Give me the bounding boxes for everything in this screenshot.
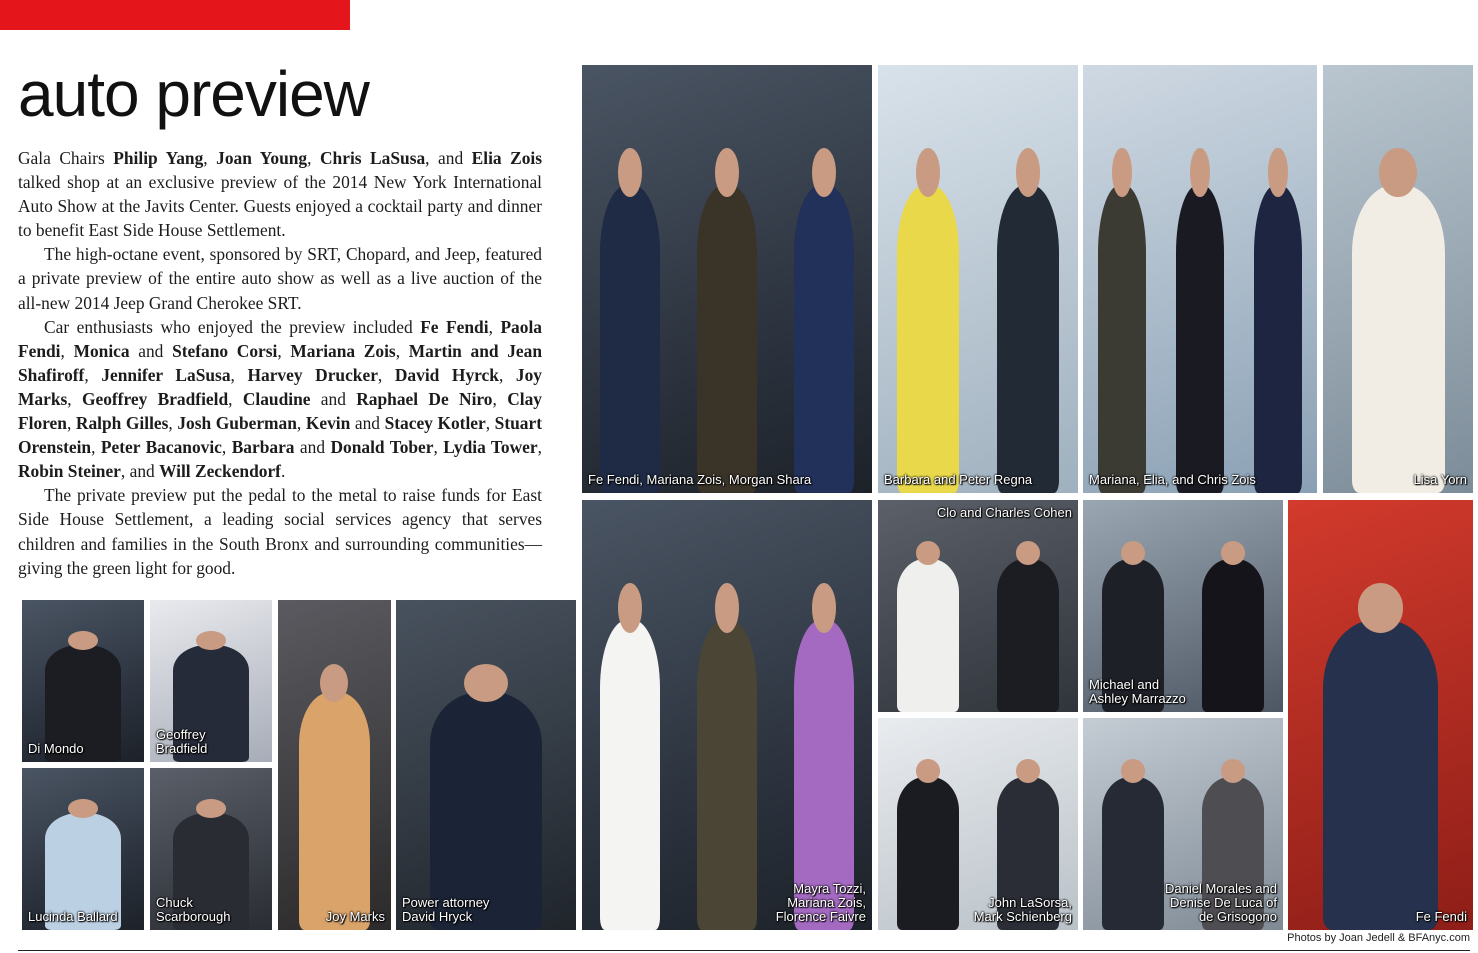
guest-name: Josh Guberman <box>177 413 297 434</box>
person-figure <box>697 620 757 930</box>
guest-name: Harvey Drucker <box>247 364 378 385</box>
guest-name: Stacey Kotler <box>384 413 486 434</box>
guest-name: Raphael De Niro <box>356 388 493 409</box>
photo-barbara-peter-regna <box>878 65 1078 493</box>
photo-lisa-yorn <box>1323 65 1473 493</box>
photo-fendi-zois-shara <box>582 65 872 493</box>
guest-name: Clay Floren <box>18 388 542 434</box>
guest-name: Stuart Orenstein <box>18 413 543 458</box>
photo-caption: John LaSorsa, Mark Schienberg <box>973 895 1072 924</box>
photo-caption: Chuck Scarborough <box>156 895 231 924</box>
guest-name: Claudine <box>242 388 311 409</box>
guest-name: Philip Yang <box>113 148 204 168</box>
photo-caption: Joy Marks <box>325 909 385 924</box>
photo-caption: Clo and Charles Cohen <box>936 505 1072 520</box>
person-figure <box>1176 185 1224 493</box>
photo-subjects <box>582 500 872 930</box>
photo-caption: Fe Fendi, Mariana Zois, Morgan Shara <box>588 472 812 487</box>
photo-david-hryck <box>396 600 576 930</box>
guest-name: Paola Fendi <box>18 316 542 361</box>
guest-name: Will Zeckendorf <box>159 461 281 482</box>
photo-subjects <box>1083 65 1317 493</box>
person-figure <box>997 185 1059 493</box>
photo-di-mondo <box>22 600 144 762</box>
photo-joy-marks <box>278 600 391 930</box>
photo-subjects <box>278 600 391 930</box>
photo-michael-ashley-marrazzo <box>1083 500 1283 712</box>
photo-caption: Barbara and Peter Regna <box>884 472 1033 487</box>
guest-name: Peter Bacanovic <box>100 437 222 458</box>
guest-name: Joy Marks <box>18 364 542 409</box>
photo-clo-charles-cohen <box>878 500 1078 712</box>
photo-mariana-elia-chris-zois <box>1083 65 1317 493</box>
photo-fe-fendi <box>1288 500 1473 930</box>
person-figure <box>1098 185 1146 493</box>
photo-tozzi-zois-faivre <box>582 500 872 930</box>
person-figure <box>897 185 959 493</box>
person-figure <box>897 559 959 712</box>
person-figure <box>1323 620 1438 930</box>
guest-name: David Hyrck <box>394 364 499 385</box>
photo-credit: Photos by Joan Jedell & BFAnyc.com <box>1287 932 1470 944</box>
guest-name: Robin Steiner <box>18 461 121 482</box>
photo-subjects <box>22 768 144 930</box>
photo-morales-de-luca <box>1083 718 1283 930</box>
guest-name: Stefano Corsi <box>172 340 278 361</box>
article-paragraph-4: The private preview put the pedal to the metal to raise funds for East Side House Settlement, a leading social services agency that serves children and families in the South Bronx and surrounding communities—giving the green light for good. <box>18 485 542 578</box>
photo-caption: Di Mondo <box>28 741 84 756</box>
photo-subjects <box>1288 500 1473 930</box>
person-figure <box>997 559 1059 712</box>
photo-lasorsa-schienberg <box>878 718 1078 930</box>
photo-subjects <box>878 65 1078 493</box>
guest-name: Fe Fendi <box>420 316 489 337</box>
photo-subjects <box>582 65 872 493</box>
photo-caption: Mariana, Elia, and Chris Zois <box>1089 472 1256 487</box>
guest-name: Chris LaSusa <box>320 148 426 168</box>
person-figure <box>1352 185 1445 493</box>
person-figure <box>600 620 660 930</box>
photo-caption: Power attorney David Hryck <box>402 895 490 924</box>
photo-caption: Geoffrey Bradfield <box>156 727 208 756</box>
photo-caption: Lucinda Ballard <box>28 909 118 924</box>
photo-caption: Lisa Yorn <box>1413 472 1467 487</box>
person-figure <box>697 185 757 493</box>
section-color-bar <box>0 0 350 30</box>
article-paragraph-3: Car enthusiasts who enjoyed the preview included Fe Fendi, Paola Fendi, Monica and Stefano Corsi, Mariana Zois, Martin and Jean Shafiroff, Jennifer LaSusa, Harvey Drucker, David Hyrck, Joy Marks, Geoffrey Bradfield, Claudine and Raphael De Niro, Clay Floren, Ralph Gilles, Josh Guberman, Kevin and Stacey Kotler, Stuart Orenstein, Peter Bacanovic, Barbara and Donald Tober, Lydia Tower, Robin Steiner, and Will Zeckendorf. <box>18 316 543 482</box>
photo-subjects <box>878 500 1078 712</box>
photo-caption: Michael and Ashley Marrazzo <box>1089 677 1186 706</box>
article-body <box>18 146 542 580</box>
page-title: auto preview <box>18 58 369 130</box>
article-paragraph-2: The high-octane event, sponsored by SRT, Chopard, and Jeep, featured a private preview of the entire auto show as well as a live auction of the all-new 2014 Jeep Grand Cherokee SRT. <box>18 244 542 313</box>
person-figure <box>1102 777 1164 930</box>
person-figure <box>794 185 854 493</box>
person-figure <box>1254 185 1302 493</box>
photo-subjects <box>22 600 144 762</box>
guest-name: Lydia Tower <box>443 437 538 458</box>
person-figure <box>299 692 369 930</box>
guest-name: Monica <box>73 340 130 361</box>
article-paragraph-1: Gala Chairs Philip Yang, Joan Young, Chris LaSusa, and Elia Zois talked shop at an exclusive preview of the 2014 New York International Auto Show at the Javits Center. Guests enjoyed a cocktail party and dinner to benefit East Side House Settlement. <box>18 148 543 241</box>
person-figure <box>1202 559 1264 712</box>
photo-subjects <box>396 600 576 930</box>
bottom-rule <box>18 950 1470 951</box>
guest-name: Martin and Jean Shafiroff <box>18 340 543 385</box>
photo-caption: Mayra Tozzi, Mariana Zois, Florence Faivre <box>775 881 866 924</box>
guest-name: Barbara <box>231 437 295 458</box>
guest-name: Geoffrey Bradfield <box>81 388 229 409</box>
guest-name: Mariana Zois <box>290 340 396 361</box>
photo-geoffrey-bradfield <box>150 600 272 762</box>
guest-name: Ralph Gilles <box>75 413 169 434</box>
guest-name: Joan Young <box>216 148 308 168</box>
person-figure <box>897 777 959 930</box>
photo-subjects <box>1323 65 1473 493</box>
guest-name: Elia Zois <box>471 148 543 168</box>
photo-caption: Fe Fendi <box>1415 909 1467 924</box>
guest-name: Jennifer LaSusa <box>101 364 231 385</box>
person-figure <box>600 185 660 493</box>
photo-lucinda-ballard <box>22 768 144 930</box>
guest-name: Kevin <box>305 413 351 434</box>
photo-caption: Daniel Morales and Denise De Luca of de Grisogono <box>1164 881 1277 924</box>
photo-chuck-scarborough <box>150 768 272 930</box>
guest-name: Donald Tober <box>330 437 434 458</box>
